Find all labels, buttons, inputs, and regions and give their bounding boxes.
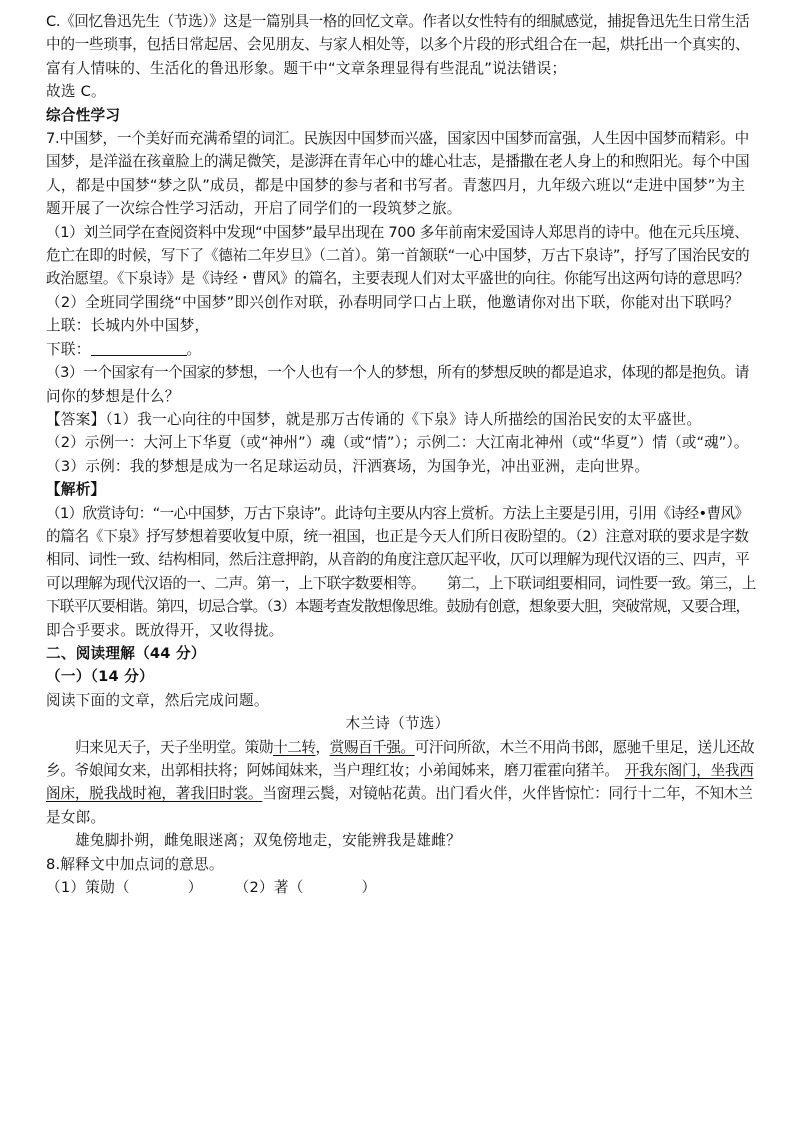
- poem-line: [46, 759, 754, 782]
- poem-line: 雄兔脚扑朔，雌兔眼迷离；双兔傍地走，安能辨我是雄雌？: [75, 832, 461, 850]
- answer-line: 【答案】（1）我一心向往的中国梦，就是那万古传诵的《下泉》诗人所描绘的国治民安的太平盛世。: [46, 410, 702, 428]
- section-heading: 二、阅读理解（44 分）: [46, 644, 206, 662]
- text-line: （1）欣赏诗句：“一心中国梦，万古下泉诗”。此诗句主要从内容上赏析。方法上主要是引用，引用《诗经•曹风》: [46, 504, 749, 522]
- text-segment: 第二，上下联词组要相同，词性要一致。第三，上: [447, 574, 756, 592]
- text-segment: 可汗问所欲，木兰不用尚书郎，愿驰千里足，送儿还故: [414, 738, 755, 756]
- text-line: 题开展了一次综合性学习活动，开启了同学们的一段筑梦之旅。: [46, 200, 462, 218]
- couplet-answer-line: [46, 338, 749, 361]
- text-line: （3）示例：我的梦想是成为一名足球运动员，汗洒赛场，为国争光，冲出亚洲，走向世界。: [46, 457, 650, 475]
- text-line: [46, 572, 756, 595]
- text-line: 危亡在即的时候，写下了《德祐二年岁旦》（二首）。第一首颔联“一心中国梦，万古下泉诗”，抒写了国治民安的: [46, 247, 750, 265]
- couplet-label: 下联：: [46, 340, 91, 358]
- text-line: 下联平仄要相谐。第四，切忌合掌。（3）本题考查发散想像思维。鼓励有创意，想象要大胆，突破常规，又要合理，: [46, 598, 750, 616]
- underlined-text: 赏赐百千强。: [329, 738, 415, 756]
- text-line: 即合乎要求。既放得开，又收得拢。: [46, 621, 284, 639]
- text-line: 阅读下面的文章，然后完成问题。: [46, 691, 269, 709]
- underlined-text: 阁床，脱我战时袍，著我旧时裳。: [46, 785, 263, 803]
- underlined-text: 十二转: [273, 738, 316, 756]
- text-line: （3）一个国家有一个国家的梦想，一个人也有一个人的梦想，所有的梦想反映的都是追求，体现的都是抱负。请: [46, 364, 749, 382]
- text-line: 故选 C。: [46, 83, 106, 101]
- section-heading: 综合性学习: [46, 106, 121, 124]
- text-line: （1）刘兰同学在查阅资料中发现“中国梦”最早出现在 700 多年前南宋爱国诗人郑思肖的诗中。他在元兵压境、: [46, 223, 749, 241]
- line-end: 。: [186, 340, 202, 358]
- text-line: 富有人情味的、生活化的鲁迅形象。题干中“文章条理显得有些混乱”说法错误；: [46, 59, 567, 77]
- analysis-heading: 【解析】: [46, 481, 106, 499]
- text-line: C.《回忆鲁迅先生（节选）》这是一篇别具一格的回忆文章。作者以女性特有的细腻感觉，捕捉鲁迅先生日常生活: [46, 13, 750, 30]
- text-line: （2）全班同学围绕“中国梦”即兴创作对联，孙春明同学口占上联，他邀请你对出下联，你能对出下联吗？: [46, 293, 740, 311]
- question-line: 8.解释文中加点词的意思。: [46, 855, 224, 873]
- underlined-text: 开我东阁门，坐我西: [624, 762, 754, 779]
- subsection-heading: （一）（14 分）: [46, 668, 154, 686]
- text-segment: ，: [315, 738, 330, 756]
- text-segment: ）: [187, 879, 203, 897]
- text-line: （2）示例一：大河上下华夏（或“神州”）魂（或“情”）；示例二：大江南北神州（或“华夏”）情（或“魂”）。: [46, 434, 749, 452]
- text-line: 中的一些琐事，包括日常起居、会见朋友、与家人相处等，以多个片段的形式组合在一起，烘托出一个真实的、: [46, 36, 750, 54]
- text-segment: 可以理解为现代汉语的一、二声。第一，上下联字数要相等。: [46, 574, 425, 592]
- text-line: 的篇名《下泉》抒写梦想着要收复中原，统一祖国，也正是今天人们所日夜盼望的。（2）注意对联的要求是字数: [46, 527, 749, 545]
- text-line: 7.中国梦，一个美好而充满希望的词汇。民族因中国梦而兴盛，国家因中国梦而富强，人生因中国梦而精彩。中: [46, 130, 749, 148]
- poem-title: 木兰诗（节选）: [345, 715, 450, 733]
- poem-line: [46, 736, 755, 759]
- answer-blank: [91, 340, 187, 356]
- poem-line: 是女郎。: [46, 808, 106, 826]
- poem-line: [46, 782, 753, 805]
- text-line: 人，都是中国梦“梦之队”成员，都是中国梦的参与者和书写者。青葱四月，九年级六班以“走进中国梦”为主: [46, 176, 746, 194]
- text-segment: 归来见天子，天子坐明堂。策勋: [75, 738, 274, 756]
- text-line: 国梦，是洋溢在孩童脸上的满足微笑，是澎湃在青年心中的雄心壮志，是播撒在老人身上的和煦阳光。每个中国: [46, 153, 750, 171]
- text-line: 问你的梦想是什么？: [46, 387, 180, 405]
- text-line: 相同、词性一致、结构相同，然后注意押韵，从音韵的角度注意仄起平收，仄可以理解为现代汉语的三、四声，平: [46, 551, 750, 569]
- text-segment: （1）策勋（: [46, 879, 130, 897]
- fill-blank-line: [46, 876, 749, 899]
- text-segment: （2）著（: [234, 879, 304, 897]
- text-segment: ）: [361, 879, 377, 897]
- text-line: 政治愿望。《下泉诗》是《诗经・曹风》的篇名，主要表现人们对太平盛世的向往。你能写出这两句诗的意思吗？: [46, 270, 749, 288]
- text-line: 上联：长城内外中国梦，: [46, 317, 210, 335]
- text-segment: 乡。爷娘闻女来，出郭相扶将；阿姊闻妹来，当户理红妆；小弟闻姊来，磨刀霍霍向猪羊。: [46, 762, 619, 779]
- text-segment: 当窗理云鬓，对镜帖花黄。出门看火伴，火伴皆惊忙：同行十二年，不知木兰: [262, 785, 753, 803]
